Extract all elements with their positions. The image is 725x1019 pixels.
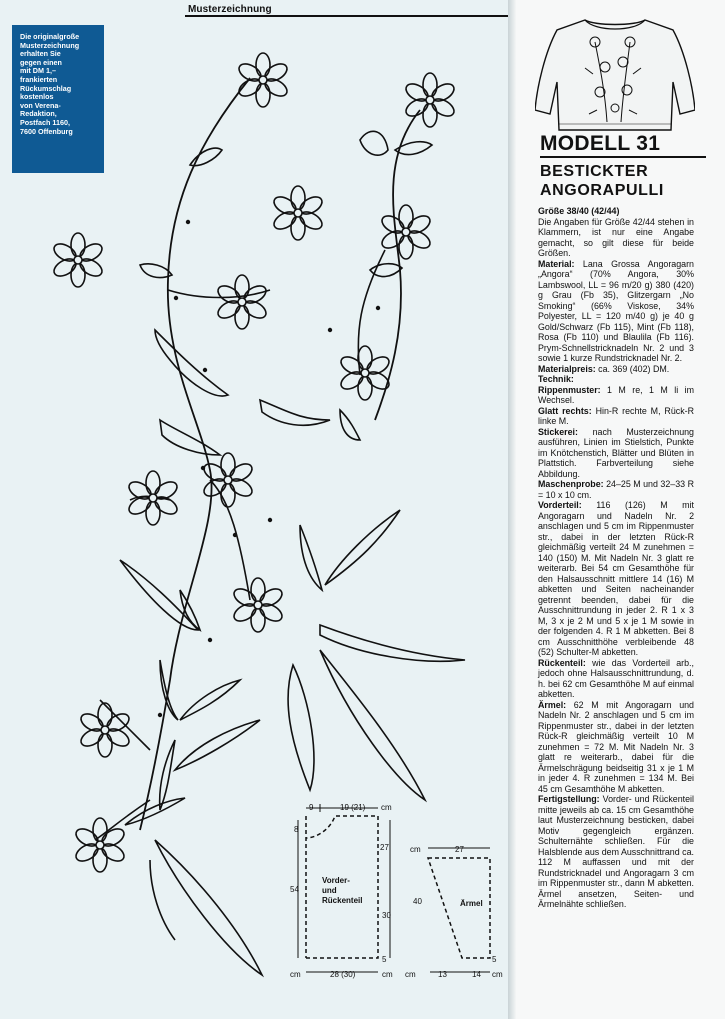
paragraph-body: 62 M mit Angoragarn und Nadeln Nr. 2 anschlagen und 5 cm im Rippenmuster str., dabei in der letzten Rück-R gleichmäßig verteilt 10 M zunehmen = 72 M. Mit Nadeln Nr. 3 glatt re weiterarb., dabei für die Ärmelschrägung beidseitig 31 x je 1 M in jeder 4. R zunehmen = 134 M. Bei 45 cm Gesamthöhe M abketten. xyxy=(538,699,694,794)
leaf xyxy=(180,680,240,720)
sleeve-top-width: 27 xyxy=(455,845,464,854)
paragraph-head: Ärmel: xyxy=(538,699,567,710)
panel-label-line: Vorder- xyxy=(322,876,350,885)
leaf xyxy=(150,860,175,940)
sleeve-rib: 5 xyxy=(492,955,497,964)
paragraph-head: Material: xyxy=(538,258,575,269)
info-line: frankierten xyxy=(20,74,58,84)
paragraph xyxy=(538,364,694,375)
schematic-front-back xyxy=(298,804,390,972)
page-spine xyxy=(508,0,516,1019)
panel-label-line: und xyxy=(322,886,337,895)
leaf xyxy=(155,330,228,396)
flower xyxy=(73,818,127,872)
leaf xyxy=(140,264,172,278)
paragraph-head: Glatt rechts: xyxy=(538,405,592,416)
paragraph-body: ca. 369 (402) DM. xyxy=(595,363,670,374)
paragraph-body: Vorder- und Rückenteil mitte jeweils ab ca. 15 cm Gesamthöhe laut Musterzeichnung besticken, dabei Motiv gegengleich ergänzen. Schulternähte schließen. Für die Halsblende aus dem Ausschnittrand ca. 112 M auffassen und mit der Rundstricknadel und Angoragarn 3 cm im Rippenmuster str., dann M abketten. Ärmel ansetzen, Seiten- und Ärmelnähte schließen. xyxy=(538,794,694,909)
panel-label-line: Rückenteil xyxy=(322,896,363,905)
dim-shoulder: 19 (21) xyxy=(340,803,366,812)
sleeve-cuff-left: 13 xyxy=(438,970,447,979)
flower xyxy=(78,703,132,757)
dim-unit: cm xyxy=(381,803,392,812)
paragraph-head: Fertigstellung: xyxy=(538,794,600,804)
info-line: gegen einen xyxy=(20,57,62,67)
info-line: Die originalgroße xyxy=(20,32,80,41)
paragraph xyxy=(538,374,694,385)
info-line: von Verena- xyxy=(20,100,61,110)
dim-unit-bottom-right: cm xyxy=(382,970,393,979)
leaf xyxy=(288,665,314,790)
paragraph xyxy=(538,794,694,910)
dim-neck-depth: 8 xyxy=(294,825,299,834)
knot-dots xyxy=(158,220,380,717)
dim-unit-bottom-left: cm xyxy=(290,970,301,979)
info-line: Postfach 1160, xyxy=(20,117,70,127)
model-title: MODELL 31 xyxy=(540,132,661,155)
flower xyxy=(201,453,255,507)
paragraph-head: Rückenteil: xyxy=(538,657,586,668)
sleeve-unit-left: cm xyxy=(405,970,416,979)
leaf xyxy=(160,420,220,455)
paragraph-head: Rippenmuster: xyxy=(538,384,601,395)
flower xyxy=(271,186,325,240)
dim-rib: 5 xyxy=(382,955,387,964)
section-label: Musterzeichnung xyxy=(188,4,272,15)
info-line: kostenlos xyxy=(20,92,54,102)
paragraph xyxy=(538,700,694,795)
title-line: ANGORAPULLI xyxy=(540,182,664,199)
paragraph-head: Maschenprobe: xyxy=(538,479,604,489)
title-line: BESTICKTER xyxy=(540,163,649,180)
leaf xyxy=(325,510,400,585)
paragraph-body: 116 (126) M mit Angoragarn und Nadeln Nr. 2 anschlagen und 5 cm im Rippenmuster str., dabei in der letzten Rück-R gleichmäßig verteilt 24 M zunehmen = 140 (150) M. Mit Nadeln Nr. 3 glatt re weiterarb. Bei 54 cm Gesamthöhe für den Halsausschnitt mittlere 14 (16) M abketten und Seiten nacheinander getrennt beenden, dabei für die Ausschnittrundung in jeder 2. R 1 x 3 M, 3 x je 2 M und 5 x je 1 M sowie in der folgenden 4. R 1 M abketten. Bei 8 cm Ausschnitthöhe verbleibende 48 (52) Schulter-M abketten. xyxy=(538,500,694,657)
flower xyxy=(403,73,457,127)
paragraph xyxy=(538,500,694,658)
leaf xyxy=(320,650,425,800)
dim-armhole: 27 xyxy=(380,843,389,852)
instructions-text xyxy=(538,206,694,910)
info-line: Rückumschlag xyxy=(20,83,72,93)
paragraph xyxy=(538,259,694,364)
paragraph-body: Lana Grossa Angoragarn „Angora“ (70% Angora, 30% Lambswool, LL = 96 m/20 g) 380 (420) g Grau (Fb 35), Glitzergarn „No Smoking“ (66% Viskose, 34% Polyester, LL = 120 m/40 g) je 40 g Gold/Schwarz (Fb 115), Mint (Fb 118), Rosa (Fb 110) und Blaulila (Fb 116). Prym-Schnellstricknadeln Nr. 2 und 3 sowie 1 kurze Rundstricknadel Nr. 2. xyxy=(538,258,694,363)
paragraph-head: Größe 38/40 (42/44) xyxy=(538,206,620,216)
leaf xyxy=(360,131,388,155)
paragraph xyxy=(538,479,694,500)
leaf xyxy=(260,400,330,425)
title-rule xyxy=(540,156,706,158)
paragraph-body: 1 M re, 1 M li im Wechsel. xyxy=(538,384,694,405)
info-line: 7600 Offenburg xyxy=(20,126,73,136)
paragraph xyxy=(538,427,694,480)
leaf xyxy=(155,840,262,975)
paragraph-head: Technik: xyxy=(538,374,574,384)
paragraph-head: Materialpreis: xyxy=(538,363,596,374)
paragraph-body: Hin-R rechte M, Rück-R linke M. xyxy=(538,405,694,426)
dim-total-height: 54 xyxy=(290,885,299,894)
paragraph xyxy=(538,206,694,217)
paragraph-body: 24–25 M und 32–33 R = 10 x 10 cm. xyxy=(538,479,694,500)
paragraph-body: Die Angaben für Größe 42/44 stehen in Klammern, ist nur eine Angabe gemacht, so gilt diese für beide Größen. xyxy=(538,216,694,258)
paragraph-head: Stickerei: xyxy=(538,426,578,437)
sleeve-cuff-right: 14 xyxy=(472,970,481,979)
leaf xyxy=(340,410,360,440)
sleeve-unit: cm xyxy=(410,845,421,854)
flower xyxy=(236,53,290,107)
info-line: Musterzeichnung xyxy=(20,40,80,50)
dim-neck-width: 9 xyxy=(309,803,314,812)
dim-width: 28 (30) xyxy=(330,970,356,979)
paragraph xyxy=(538,385,694,406)
flower xyxy=(231,578,285,632)
leaf xyxy=(120,560,198,630)
paragraph xyxy=(538,217,694,259)
flower xyxy=(215,275,269,329)
paragraph-body: wie das Vorderteil arb., jedoch ohne Halsausschnittrundung, d. h. bei 62 cm Gesamthöhe M auf einmal abketten. xyxy=(538,657,694,699)
leaf xyxy=(175,720,260,770)
paragraph-body: nach Musterzeichnung ausführen, Linien im Stielstich, Punkte im Knötchenstich, Blätter und Blüten in Plattstich. Farbverteilung siehe Abbildung. xyxy=(538,426,694,479)
info-line: Redaktion, xyxy=(20,109,57,119)
sleeve-unit-right: cm xyxy=(492,970,503,979)
leaf xyxy=(320,625,465,661)
paragraph-head: Vorderteil: xyxy=(538,500,582,510)
schematic-sleeve xyxy=(428,848,490,972)
flower xyxy=(51,233,105,287)
sleeve-length: 40 xyxy=(413,897,422,906)
info-line: mit DM 1,– xyxy=(20,66,56,76)
sweater-illustration xyxy=(535,12,695,132)
paragraph xyxy=(538,406,694,427)
sleeve-label: Ärmel xyxy=(460,899,483,908)
side-stem xyxy=(210,480,250,600)
leaf xyxy=(300,525,322,590)
flower xyxy=(379,205,433,259)
article-title xyxy=(540,162,664,200)
leaf xyxy=(180,590,200,630)
main-stem xyxy=(140,78,250,830)
paragraph xyxy=(538,658,694,700)
info-line: erhalten Sie xyxy=(20,49,61,59)
dim-side: 30 xyxy=(382,911,391,920)
